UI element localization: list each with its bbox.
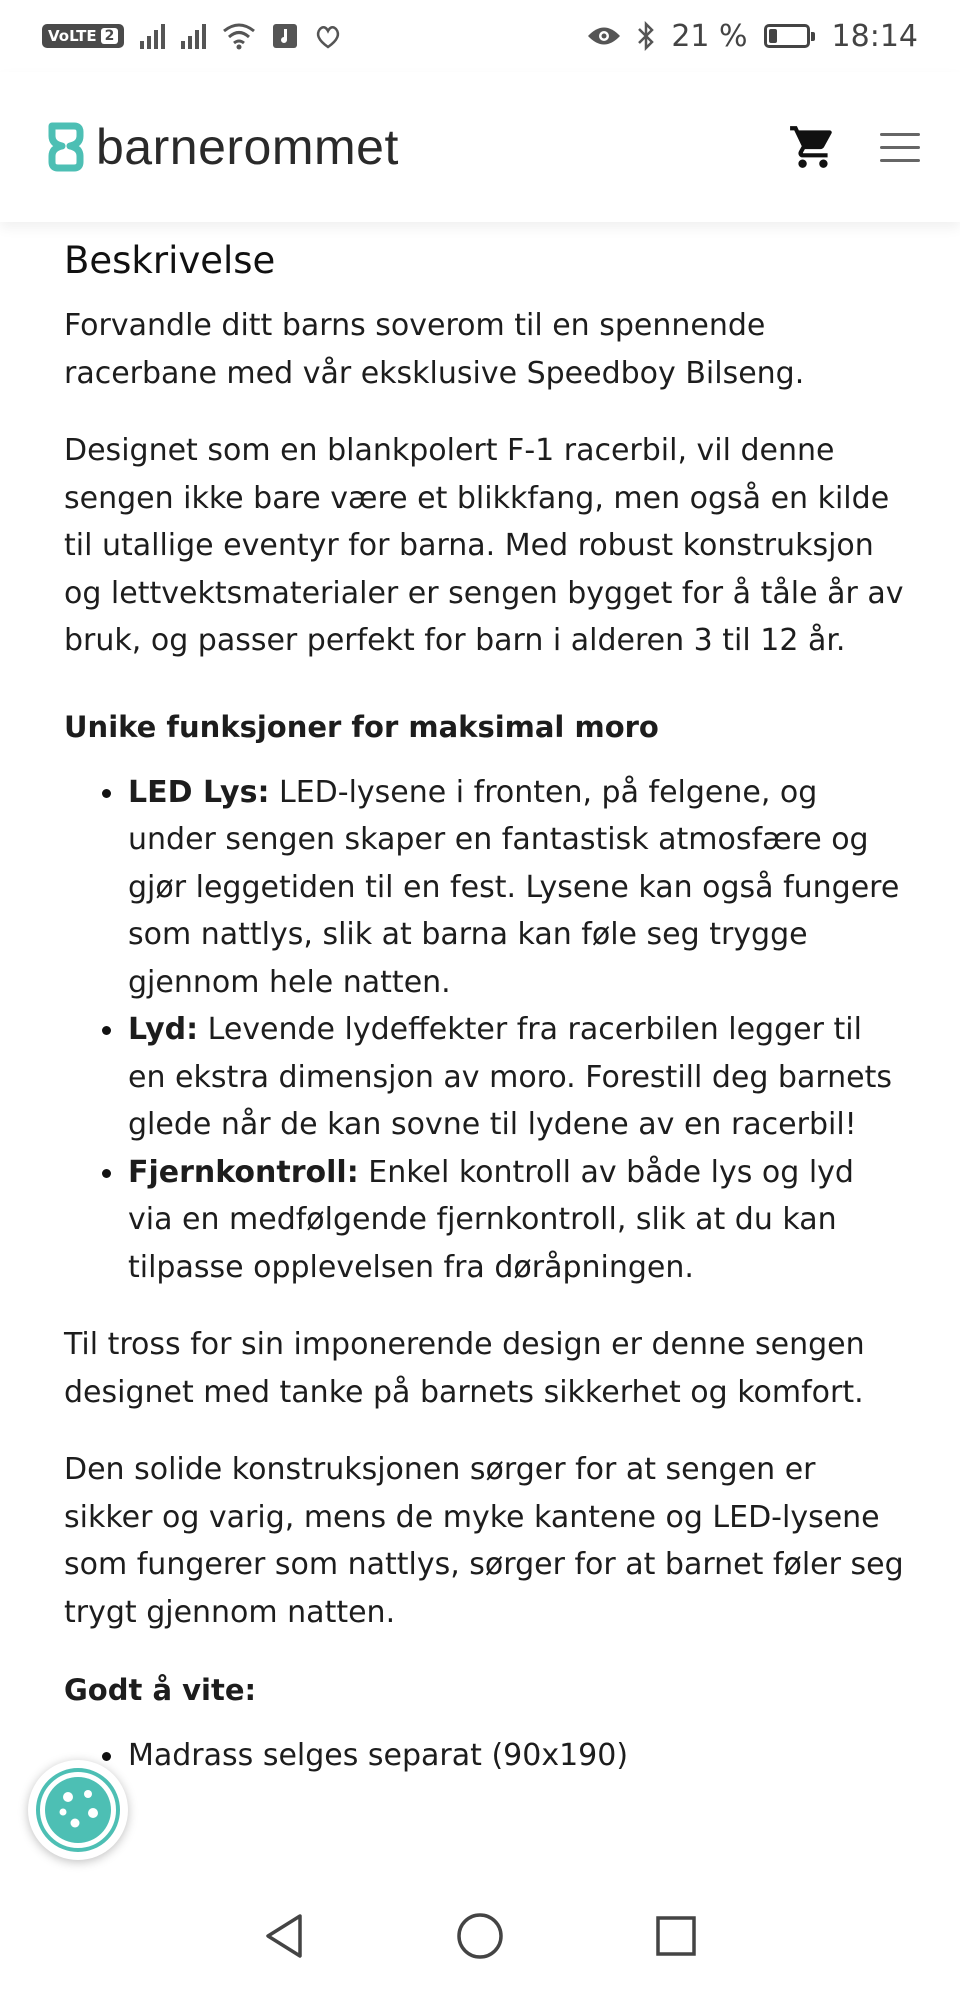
intro-paragraph: Forvandle ditt barns soverom til en spennende racerbane med vår eksklusive Speedboy Bilseng. [64,308,805,391]
features-list [64,769,904,1292]
battery-percent: 21 % [671,18,748,54]
signal-icon [140,23,165,49]
cookie-consent-button[interactable] [28,1760,128,1860]
features-heading: Unike funksjoner for maksimal moro [64,709,659,744]
signal-icon-2 [181,23,206,49]
battery-icon [764,24,810,48]
home-circle-icon[interactable] [456,1912,504,1960]
battery-fill [769,29,777,43]
clock: 18:14 [831,18,918,54]
recents-square-icon[interactable] [654,1914,698,1958]
hamburger-menu-icon[interactable] [880,133,920,162]
wifi-icon [222,22,256,50]
volte-badge: VoLTE 2 [42,24,124,48]
cart-icon[interactable] [788,122,838,172]
logo-mark-icon [48,122,84,172]
app-notification-icon [314,23,342,49]
feature-text: Enkel kontroll av både lys og lyd via en medfølgende fjernkontroll, slik at du kan tilpasse opplevelsen fra døråpningen. [128,1154,854,1285]
safety-paragraph: Til tross for sin imponerende design er denne sengen designet med tanke på barnets sikkerhet og komfort. [64,1327,865,1410]
header-actions [788,122,920,172]
feature-item-sound [128,1006,904,1149]
product-description [64,230,904,1810]
feature-text: Levende lydeffekter fra racerbilen legger til en ekstra dimensjon av moro. Forestill deg barnets glede når de kan sovne til lydene av en racerbil! [128,1012,893,1142]
eye-icon [587,25,621,47]
feature-item-led [128,769,904,1007]
brand-logo[interactable] [48,118,399,176]
bluetooth-icon [637,21,655,51]
feature-title: LED Lys: [128,774,270,810]
good-to-know-list [64,1732,904,1780]
construction-paragraph: Den solide konstruksjonen sørger for at sengen er sikker og varig, mens de myke kantene og LED-lysene som fungerer som nattlys, sørger for at barnet føler seg trygt gjennom natten. [64,1452,904,1630]
music-notification-icon [272,23,298,49]
system-nav-bar [0,1880,960,1991]
feature-title: Fjernkontroll: [128,1154,359,1190]
feature-text: LED-lysene i fronten, på felgene, og under sengen skaper en fantastisk atmosfære og gjør leggetiden til en fest. Lysene kan også fungere som nattlys, slik at barna kan føle seg trygge gjennom hele natten. [128,774,900,1000]
back-triangle-icon[interactable] [262,1912,306,1960]
list-item: Madrass selges separat (90x190) [128,1732,904,1780]
status-bar [0,0,960,72]
status-left [42,22,342,50]
feature-title: Lyd: [128,1012,199,1047]
cookie-icon [35,1767,121,1853]
status-right [587,19,918,54]
good-to-know-heading: Godt å vite: [64,1673,257,1707]
site-header [0,72,960,222]
description-heading: Beskrivelse [64,239,276,282]
feature-item-remote [128,1149,904,1292]
brand-name: barnerommet [96,119,399,175]
design-paragraph: Designet som en blankpolert F-1 racerbil, vil denne sengen ikke bare være et blikkfang, men også en kilde til utallige eventyr for barna. Med robust konstruksjon og lettvektsmaterialer er sengen bygget for å tåle år av bruk, og passer perfekt for barn i alderen 3 til 12 år. [64,433,904,658]
